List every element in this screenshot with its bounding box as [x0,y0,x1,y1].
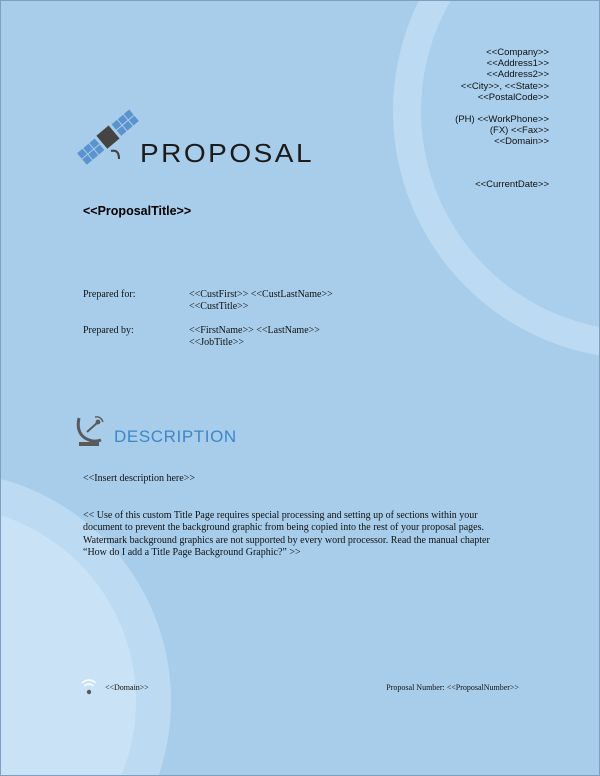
address2-field: <<Address2>> [486,69,549,81]
fax-field: (FX) <<Fax>> [489,125,549,137]
footer-domain: <<Domain>> [105,683,149,692]
company-field: <<Company>> [486,47,549,58]
prepared-for-title: <<CustTitle>> [189,301,249,312]
address1-field: <<Address1>> [486,58,549,70]
postal-code-field: <<PostalCode>> [477,91,549,103]
prepared-for-label: Prepared for: [83,289,136,300]
description-heading: DESCRIPTION [114,427,237,446]
current-date-field: <<CurrentDate>> [475,179,549,190]
proposal-heading: PROPOSAL [140,139,315,168]
proposal-number: Proposal Number: <<ProposalNumber>> [386,683,519,692]
proposal-title: <<ProposalTitle>> [83,204,192,218]
signal-icon [80,677,98,697]
prepared-for-name: <<CustFirst>> <<CustLastName>> [189,289,333,300]
phone-field: (PH) <<WorkPhone>> [455,114,549,126]
contact-block [455,47,549,148]
satellite-icon [75,105,139,167]
city-state-field: <<City>>, <<State>> [460,80,549,92]
domain-field: <<Domain>> [494,136,549,148]
satellite-dish-icon [75,414,107,448]
description-placeholder: <<Insert description here>> [83,473,195,484]
prepared-by-name: <<FirstName>> <<LastName>> [189,325,320,336]
prepared-by-label: Prepared by: [83,325,134,336]
prepared-by-title: <<JobTitle>> [189,337,244,348]
background-graphic-note: << Use of this custom Title Page requires special processing and setting up of sections within your document to prevent the background graphic from being copied into the rest of your proposal pages. Watermark background graphics are not supported by every word processor. Read the manual chapter “How do I add a Title Page Background Graphic?” >> [83,510,490,559]
